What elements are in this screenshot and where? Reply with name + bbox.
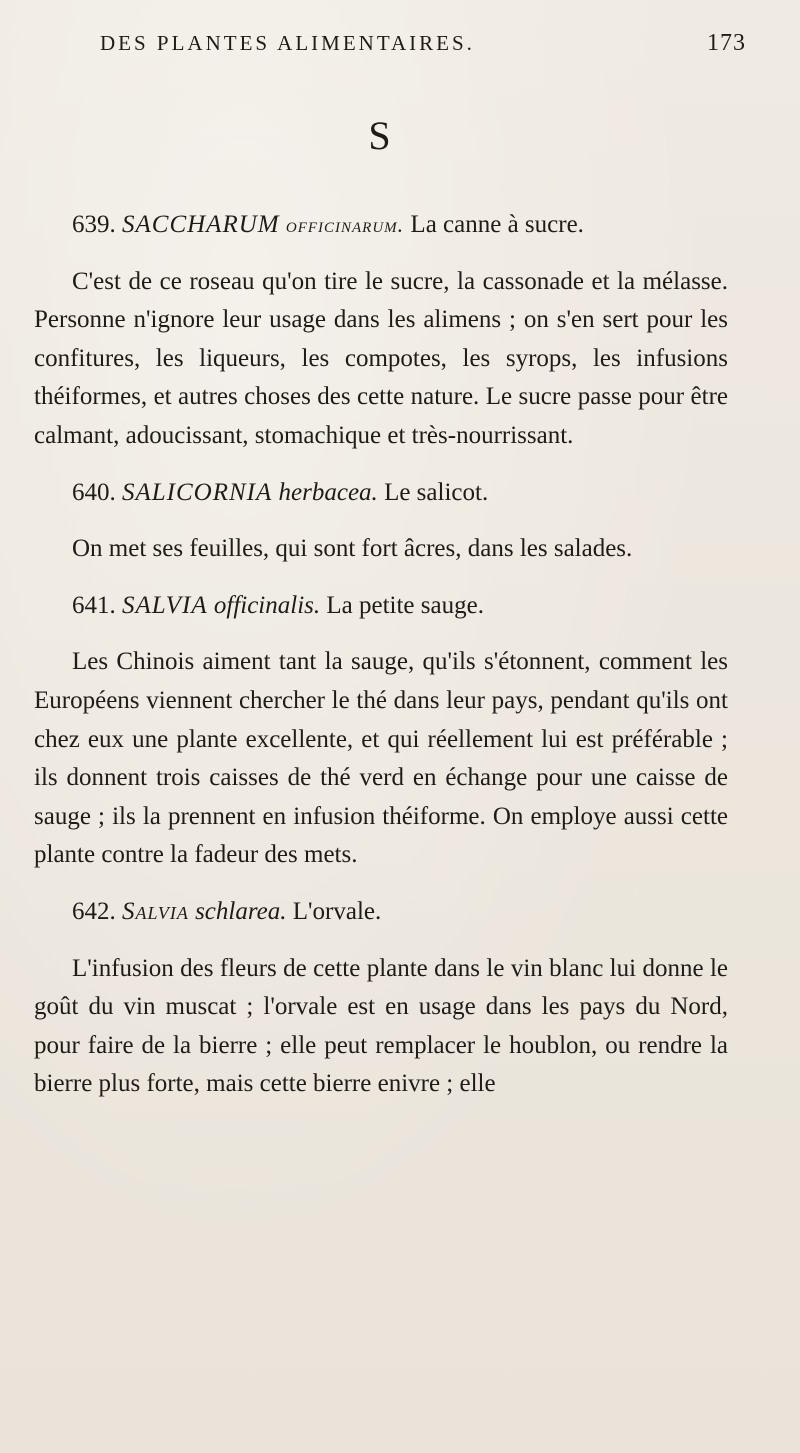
- genus-name: SALICORNIA: [122, 478, 273, 506]
- species-epithet: herbacea.: [278, 478, 378, 506]
- entry-heading: [34, 893, 728, 932]
- entry-number: 640.: [72, 478, 116, 506]
- common-name: Le salicot.: [384, 478, 489, 506]
- entry-text: On met ses feuilles, qui sont fort âcres, dans les salades.: [72, 535, 633, 563]
- running-head: [100, 30, 746, 62]
- species-epithet: officinarum.: [285, 212, 405, 237]
- entry-text: C'est de ce roseau qu'on tire le sucre, la cassonade et la mélasse. Personne n'ignore leur usage dans les alimens ; on s'en sert pour les confitures, les liqueurs, les compotes, les syrops, les infusions théiformes, et autres choses des cette nature. Le sucre passe pour être calmant, adoucissant, stomachique et très-nourrissant.: [34, 267, 728, 449]
- entry-number: 639.: [72, 211, 116, 238]
- entry-text: Les Chinois aiment tant la sauge, qu'ils s'étonnent, comment les Européens viennent chercher le thé dans leur pays, pendant qu'ils ont chez eux une plante excellente, et qui réellement lui est préférable ; ils donnent trois caisses de thé verd en échange pour une caisse de sauge ; ils la prennent en infusion théiforme. On employe aussi cette plante contre la fadeur des mets.: [34, 648, 728, 869]
- page-body: [34, 206, 728, 1104]
- running-head-title: DES PLANTES ALIMENTAIRES.: [100, 31, 475, 55]
- common-name: La canne à sucre.: [410, 211, 584, 238]
- page-number: 173: [707, 30, 746, 56]
- section-letter: S: [368, 113, 392, 158]
- genus-name: SALVIA: [122, 591, 208, 619]
- species-epithet: schlarea.: [195, 897, 287, 925]
- entry-heading: [34, 587, 728, 626]
- entry-text: L'infusion des fleurs de cette plante dans le vin blanc lui donne le goût du vin muscat ; l'orvale est en usage dans les pays du Nord, pour faire de la bierre ; elle peut remplacer le houblon, ou rendre la bierre plus forte, mais cette bierre enivre ; elle: [34, 954, 728, 1098]
- genus-name: Salvia: [122, 897, 189, 925]
- entry-heading: [34, 474, 728, 513]
- genus-name: SACCHARUM: [122, 211, 280, 238]
- common-name: La petite sauge.: [326, 591, 484, 619]
- species-epithet: officinalis.: [213, 591, 321, 619]
- entry-number: 642.: [72, 897, 116, 925]
- common-name: L'orvale.: [292, 897, 382, 925]
- entry-heading: [34, 206, 728, 245]
- entry-number: 641.: [72, 591, 116, 619]
